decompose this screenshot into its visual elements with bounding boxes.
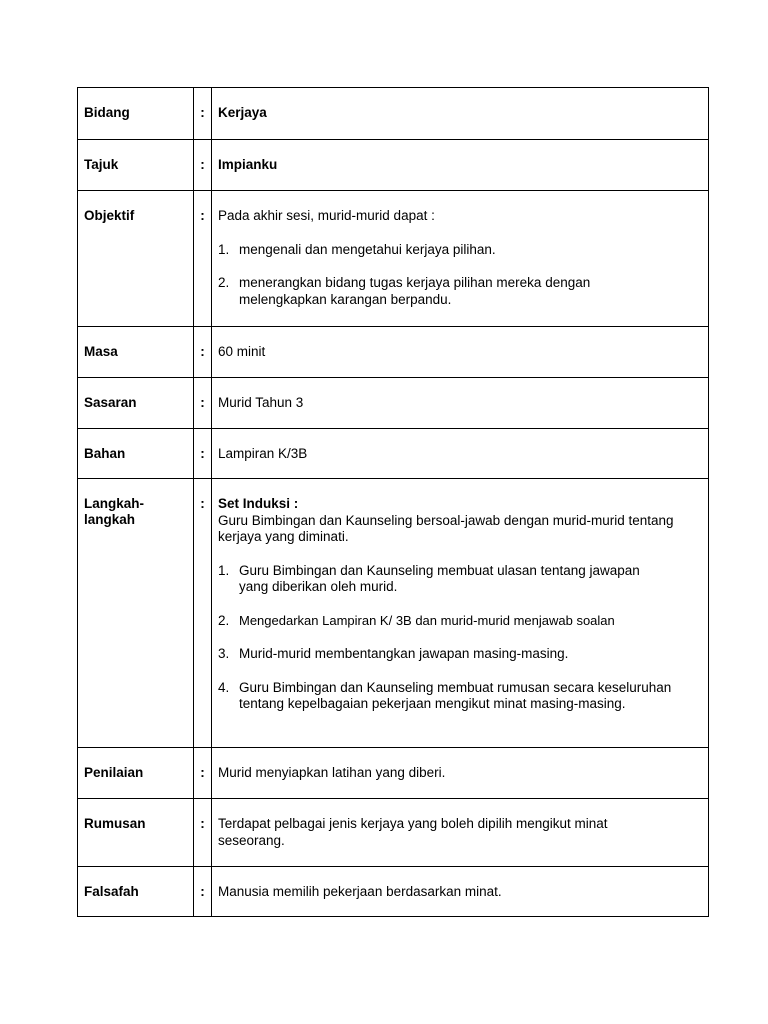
value-bidang: Kerjaya	[212, 88, 709, 140]
colon: :	[194, 191, 212, 327]
list-number: 1.	[218, 562, 230, 578]
label-falsafah: Falsafah	[78, 867, 194, 917]
value-bahan: Lampiran K/3B	[212, 429, 709, 479]
label-langkah	[78, 479, 194, 748]
list-text: Guru Bimbingan dan Kaunseling membuat ulasan tentang jawapan yang diberikan oleh murid.	[239, 562, 640, 594]
colon: :	[194, 378, 212, 429]
list-item	[218, 275, 700, 308]
list-text: Guru Bimbingan dan Kaunseling membuat rumusan secara keseluruhan tentang kepelbagaian pekerjaan mengikut minat masing-masing.	[239, 679, 672, 711]
list-item	[218, 646, 700, 663]
row-falsafah	[78, 867, 709, 917]
objektif-list	[218, 242, 700, 309]
list-number: 2.	[218, 612, 230, 628]
list-item	[218, 563, 700, 596]
label-bidang: Bidang	[78, 88, 194, 140]
colon: :	[194, 88, 212, 140]
colon: :	[194, 867, 212, 917]
label-penilaian: Penilaian	[78, 748, 194, 799]
value-rumusan: Terdapat pelbagai jenis kerjaya yang boleh dipilih mengikut minat seseorang.	[212, 799, 709, 867]
objektif-intro: Pada akhir sesi, murid-murid dapat :	[218, 208, 435, 223]
value-penilaian: Murid menyiapkan latihan yang diberi.	[212, 748, 709, 799]
list-item	[218, 613, 700, 630]
list-text: Mengedarkan Lampiran K/ 3B dan murid-murid menjawab soalan	[239, 612, 615, 628]
list-text: mengenali dan mengetahui kerjaya pilihan.	[239, 241, 496, 257]
value-masa: 60 minit	[212, 327, 709, 378]
label-rumusan: Rumusan	[78, 799, 194, 867]
row-sasaran	[78, 378, 709, 429]
colon: :	[194, 748, 212, 799]
row-langkah	[78, 479, 709, 748]
list-item	[218, 680, 700, 713]
label-line: langkah	[84, 512, 136, 527]
row-bidang	[78, 88, 709, 140]
value-tajuk: Impianku	[212, 140, 709, 191]
list-text: Murid-murid membentangkan jawapan masing-masing.	[239, 646, 569, 661]
label-masa: Masa	[78, 327, 194, 378]
list-number: 3.	[218, 646, 230, 661]
row-objektif	[78, 191, 709, 327]
colon: :	[194, 140, 212, 191]
label-tajuk: Tajuk	[78, 140, 194, 191]
langkah-list	[218, 563, 700, 713]
list-item	[218, 242, 700, 259]
colon: :	[194, 799, 212, 867]
list-text: menerangkan bidang tugas kerjaya pilihan mereka dengan melengkapkan karangan berpandu.	[239, 275, 591, 307]
label-sasaran: Sasaran	[78, 378, 194, 429]
list-number: 1.	[218, 241, 230, 257]
row-masa	[78, 327, 709, 378]
row-rumusan	[78, 799, 709, 867]
set-induksi-heading: Set Induksi :	[218, 496, 299, 511]
lesson-plan-table	[77, 87, 709, 917]
colon: :	[194, 479, 212, 748]
colon: :	[194, 327, 212, 378]
label-line: Langkah-	[84, 496, 145, 511]
row-penilaian	[78, 748, 709, 799]
label-objektif: Objektif	[78, 191, 194, 327]
row-tajuk	[78, 140, 709, 191]
lesson-plan-sheet	[77, 87, 708, 917]
colon: :	[194, 429, 212, 479]
value-falsafah: Manusia memilih pekerjaan berdasarkan minat.	[212, 867, 709, 917]
value-objektif	[212, 191, 709, 327]
row-bahan	[78, 429, 709, 479]
set-induksi-intro: Guru Bimbingan dan Kaunseling bersoal-jawab dengan murid-murid tentang kerjaya yang diminati.	[218, 512, 674, 544]
list-number: 2.	[218, 275, 230, 290]
label-bahan: Bahan	[78, 429, 194, 479]
value-sasaran: Murid Tahun 3	[212, 378, 709, 429]
value-langkah	[212, 479, 709, 748]
list-number: 4.	[218, 679, 230, 695]
